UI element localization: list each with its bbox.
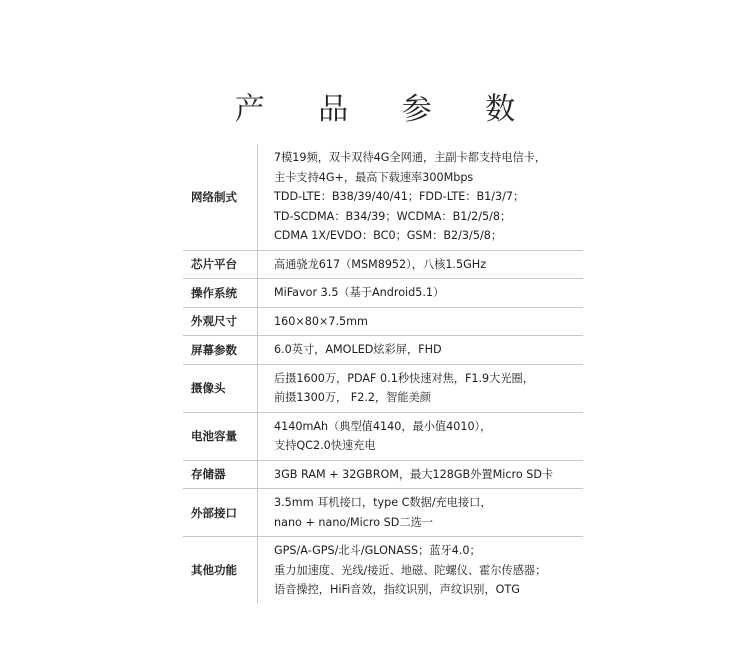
spec-value <box>257 308 583 336</box>
spec-label: 屏幕参数 <box>191 342 237 357</box>
spec-line: 6.0英寸，AMOLED炫彩屏，FHD <box>274 343 442 356</box>
spec-row-os <box>183 279 583 308</box>
spec-line: 高通骁龙617（MSM8952），八核1.5GHz <box>274 257 487 271</box>
spec-line: nano + nano/Micro SD二选一 <box>274 515 433 529</box>
spec-label: 操作系统 <box>191 285 237 300</box>
spec-line: 支持QC2.0快速充电 <box>274 439 376 452</box>
spec-line: 主卡支持4G+，最高下载速率300Mbps <box>274 170 474 184</box>
spec-value <box>257 537 583 604</box>
spec-label: 外部接口 <box>191 505 237 520</box>
spec-label: 外观尺寸 <box>191 314 237 329</box>
spec-line: 160×80×7.5mm <box>274 314 368 328</box>
spec-line: 3.5mm 耳机接口，type C数据/充电接口， <box>274 496 492 509</box>
spec-line: GPS/A-GPS/北斗/GLONASS；蓝牙4.0； <box>274 544 481 557</box>
spec-value <box>257 365 583 412</box>
spec-row-ports <box>183 489 583 537</box>
spec-label: 摄像头 <box>191 381 226 395</box>
spec-line: 4140mAh（典型值4140，最小值4010）， <box>274 419 492 433</box>
spec-value <box>257 461 583 489</box>
spec-value <box>257 251 583 279</box>
spec-label: 电池容量 <box>191 429 237 443</box>
spec-value <box>257 489 583 536</box>
spec-table <box>183 144 583 604</box>
spec-row-battery <box>183 413 583 461</box>
spec-row-dimensions <box>183 308 583 337</box>
spec-row-screen <box>183 336 583 365</box>
spec-label: 芯片平台 <box>191 257 237 272</box>
spec-line: MiFavor 3.5（基于Android5.1） <box>274 286 445 299</box>
spec-value <box>257 413 583 460</box>
page-title: 产 品 参 数 <box>234 92 538 127</box>
spec-line: 3GB RAM + 32GBROM，最大128GB外置Micro SD卡 <box>274 467 554 481</box>
spec-line: 7模19频，双卡双待4G全网通，主副卡都支持电信卡， <box>274 151 547 164</box>
spec-value <box>257 336 583 364</box>
spec-row-other <box>183 537 583 604</box>
spec-row-camera <box>183 365 583 413</box>
spec-value <box>257 279 583 307</box>
spec-line: 语音操控，HiFi音效，指纹识别，声纹识别，OTG <box>274 583 520 596</box>
spec-line: 前摄1300万， F2.2，智能美颜 <box>274 391 431 404</box>
spec-value <box>257 144 583 250</box>
spec-label: 网络制式 <box>191 189 237 204</box>
spec-row-network <box>183 144 583 251</box>
spec-label: 其他功能 <box>191 563 237 578</box>
spec-label: 存储器 <box>191 467 226 482</box>
spec-line: TD-SCDMA：B34/39；WCDMA：B1/2/5/8； <box>274 209 512 223</box>
spec-line: CDMA 1X/EVDO：BC0；GSM：B2/3/5/8； <box>274 229 503 242</box>
spec-line: TDD-LTE：B38/39/40/41；FDD-LTE：B1/3/7； <box>274 190 525 203</box>
spec-row-storage <box>183 461 583 490</box>
spec-line: 重力加速度、光线/接近、地磁、陀螺仪、霍尔传感器； <box>274 563 547 577</box>
spec-line: 后摄1600万，PDAF 0.1秒快速对焦，F1.9大光圈， <box>274 371 534 385</box>
spec-row-chipset <box>183 251 583 280</box>
